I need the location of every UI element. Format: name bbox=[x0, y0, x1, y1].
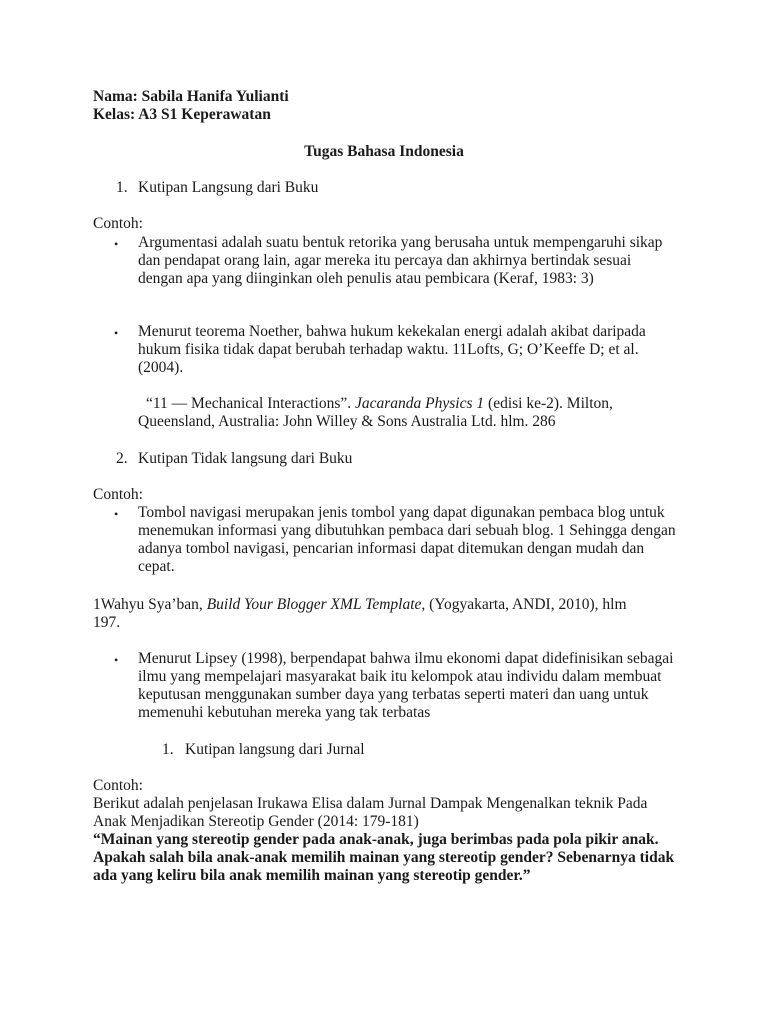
bullet-marker: • bbox=[114, 507, 119, 521]
section3-intro: Berikut adalah penjelasan Irukawa Elisa dalam Jurnal Dampak Mengenalkan teknik Pada Anak Menjadikan Stereotip Gender (2014: 179-181) bbox=[93, 795, 648, 830]
section3-number: 1. bbox=[162, 741, 174, 758]
section1-contoh: Contoh: bbox=[93, 215, 143, 232]
section1-bullet2: Menurut teorema Noether, bahwa hukum kekekalan energi adalah akibat daripada hukum fisika tidak dapat berubah terhadap waktu. 11Lofts, G; O’Keeffe D; et al. (2004). bbox=[138, 323, 646, 376]
section2-number: 2. bbox=[116, 450, 128, 467]
footnote bbox=[93, 596, 653, 632]
section2-heading: Kutipan Tidak langsung dari Buku bbox=[138, 450, 353, 467]
section3-quote: “Mainan yang stereotip gender pada anak-anak, juga berimbas pada pola pikir anak. Apakah salah bila anak-anak memilih mainan yang stereotip gender? Sebenarnya tidak ada yang keliru bila anak memilih mainan yang stereotip gender.” bbox=[93, 831, 675, 884]
section2-bullet1: Tombol navigasi merupakan jenis tombol yang dapat digunakan pembaca blog untuk menemukan informasi yang dibutuhkan pembaca dari sebuah blog. 1 Sehingga dengan adanya tombol navigasi, pencarian informasi dapat ditemukan dengan mudah dan cepat. bbox=[138, 504, 676, 575]
bullet-marker: • bbox=[114, 237, 119, 251]
bullet-marker: • bbox=[114, 653, 119, 667]
student-class: Kelas: A3 S1 Keperawatan bbox=[93, 106, 271, 123]
ref-prefix: “11 — Mechanical Interactions”. bbox=[146, 395, 356, 412]
section3-contoh: Contoh: bbox=[93, 777, 143, 794]
bullet-marker: • bbox=[114, 326, 119, 340]
section2-bullet2: Menurut Lipsey (1998), berpendapat bahwa ilmu ekonomi dapat didefinisikan sebagai ilmu yang mempelajari masyarakat baik itu kelompok atau individu dalam membuat keputusan menggunakan sumber daya yang terbatas seperti materi dan uang untuk memenuhi kebutuhan mereka yang tak terbatas bbox=[138, 650, 674, 721]
ref-suffix: (edisi ke-2). Milton, Queensland, Australia: John Willey & Sons Australia Ltd. hlm. 286 bbox=[138, 395, 613, 430]
document-title: Tugas Bahasa Indonesia bbox=[304, 143, 464, 160]
footnote-title: Build Your Blogger XML Template, bbox=[206, 596, 426, 613]
section2-contoh: Contoh: bbox=[93, 486, 143, 503]
section3-heading: Kutipan langsung dari Jurnal bbox=[185, 741, 365, 758]
ref-title: Jacaranda Physics 1 bbox=[355, 395, 485, 412]
student-name: Nama: Sabila Hanifa Yulianti bbox=[93, 88, 289, 105]
section1-number: 1. bbox=[116, 179, 128, 196]
footnote-suffix: (Yogyakarta, ANDI, 2010), hlm 197. bbox=[93, 596, 627, 631]
section1-bullet1: Argumentasi adalah suatu bentuk retorika yang berusaha untuk mempengaruhi sikap dan pendapat orang lain, agar mereka itu percaya dan akhirnya bertindak sesuai dengan apa yang diinginkan oleh penulis atau pembicara (Keraf, 1983: 3) bbox=[138, 234, 663, 287]
footnote-prefix: 1Wahyu Sya’ban, bbox=[93, 596, 207, 613]
section1-reference bbox=[138, 395, 678, 431]
section1-heading: Kutipan Langsung dari Buku bbox=[138, 179, 319, 196]
